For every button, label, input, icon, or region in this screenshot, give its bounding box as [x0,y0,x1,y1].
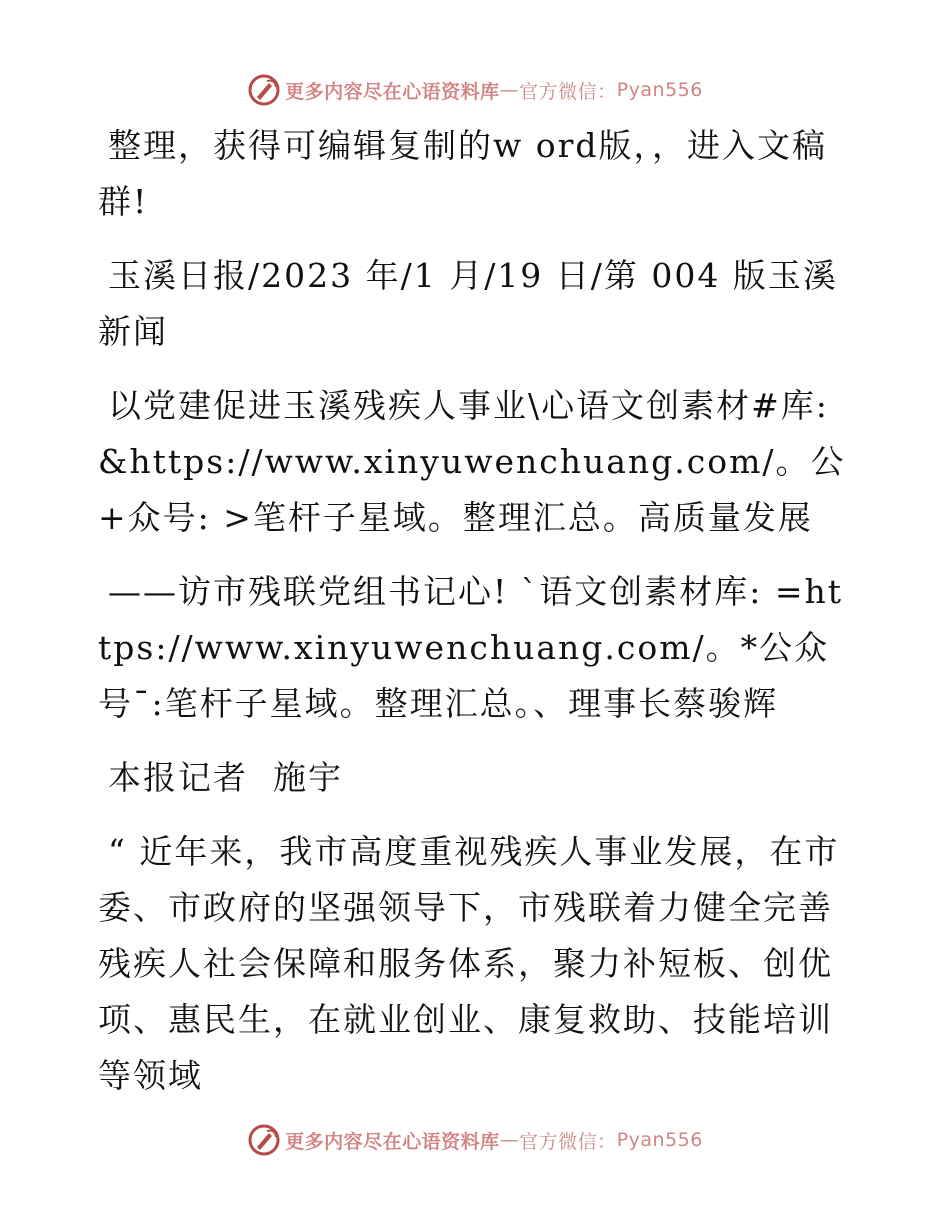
banner-brand-text: 更多内容尽在心语资料库 [285,80,500,103]
banner-separator: — [499,1129,520,1151]
paragraph-subheadline: ——访市残联党组书记心! `语文创素材库: =https://www.xinyuwenchuang.com/。*公众号¯:笔杆子星域。整理汇总。、理事长蔡骏辉 [98,572,844,723]
document-body [98,118,858,1122]
footer-banner [0,1120,950,1160]
paragraph-intro: 整理，获得可编辑复制的w ord版，，进入文稿群! [98,126,828,221]
pen-logo-icon [247,1123,281,1157]
banner-separator: — [499,79,520,101]
paragraph-body: “ 近年来，我市高度重视残疾人事业发展，在市委、市政府的坚强领导下，市残联着力健全完善残疾人社会保障和服务体系，聚力补短板、创优项、惠民生，在就业创业、康复救助、技能培训等领域 [98,832,840,1095]
pen-logo-icon [247,73,281,107]
banner-wechat-label: 官方微信： [519,1130,617,1153]
banner-wechat-label: 官方微信： [519,80,617,103]
banner-brand-text: 更多内容尽在心语资料库 [285,1130,500,1153]
banner-wechat-account: Pyan556 [616,79,703,101]
header-banner [0,70,950,110]
paragraph-byline: 本报记者 施宇 [108,758,343,797]
paragraph-source-line: 玉溪日报/2023 年/1 月/19 日/第 004 版玉溪新闻 [98,256,838,351]
paragraph-headline: 以党建促进玉溪残疾人事业\心语文创素材#库: &https://www.xinyuwenchuang.com/。公+众号: >笔杆子星域。整理汇总。高质量发展 [98,386,846,537]
banner-wechat-account: Pyan556 [616,1129,703,1151]
